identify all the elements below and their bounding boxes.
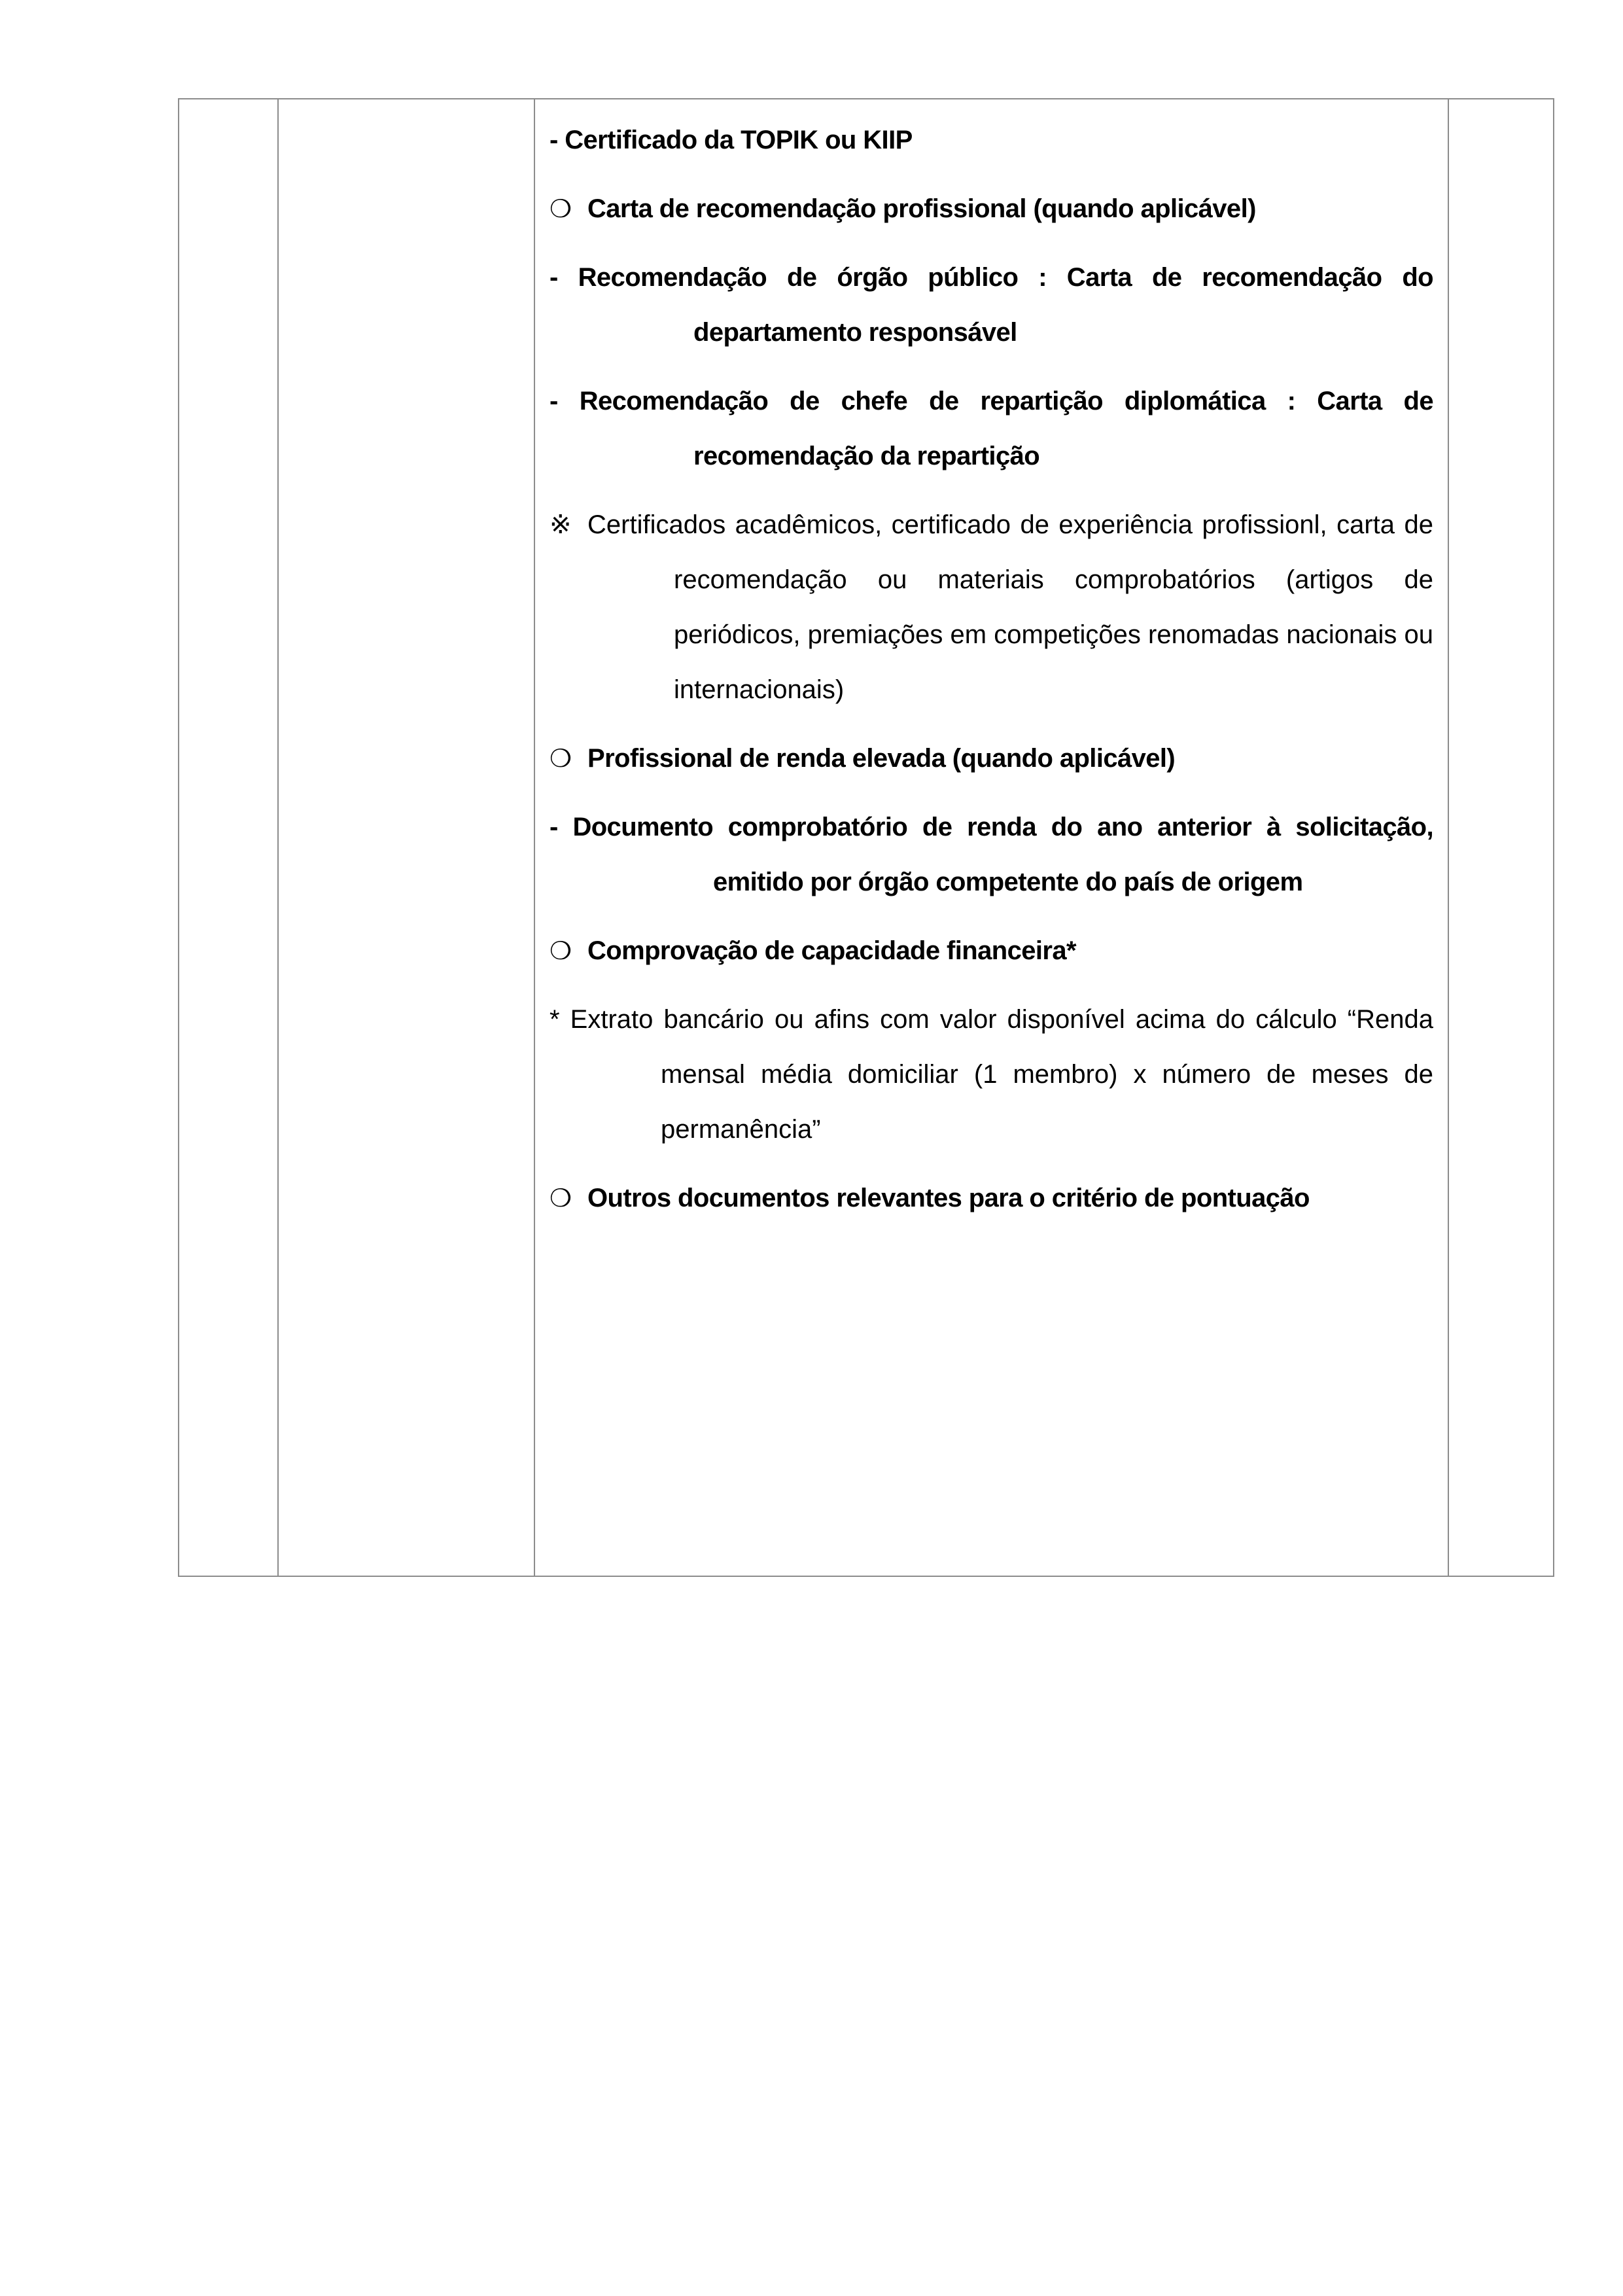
reference-mark-icon: ※ bbox=[550, 510, 572, 540]
table-cell-documents bbox=[534, 99, 1448, 1576]
section-heading-text: Profissional de renda elevada (quando aplicável) bbox=[587, 744, 1176, 773]
section-heading-text: Comprovação de capacidade financeira* bbox=[587, 936, 1076, 965]
circle-bullet-icon: ❍ bbox=[550, 744, 572, 773]
section-heading-outros bbox=[550, 1171, 1433, 1226]
note-extrato bbox=[550, 992, 1433, 1157]
list-item-text: Recomendação de órgão público : Carta de recomendação do departamento responsável bbox=[578, 263, 1434, 347]
list-item-orgao-publico bbox=[550, 250, 1433, 360]
section-heading-text: Carta de recomendação profissional (quando aplicável) bbox=[587, 194, 1256, 223]
circle-bullet-icon: ❍ bbox=[550, 1184, 572, 1212]
circle-bullet-icon: ❍ bbox=[550, 936, 572, 965]
dash-prefix: - bbox=[550, 813, 573, 841]
dash-prefix: - bbox=[550, 387, 580, 415]
table-cell-category bbox=[278, 99, 534, 1576]
requirements-table bbox=[178, 98, 1554, 1577]
asterisk-prefix: * bbox=[550, 1005, 570, 1034]
list-item-chefe-reparticao bbox=[550, 374, 1433, 484]
list-item-text: Recomendação de chefe de repartição diplomática : Carta de recomendação da repartição bbox=[579, 387, 1433, 470]
list-item-topik bbox=[550, 113, 1433, 168]
note-text: Certificados acadêmicos, certificado de experiência profissionl, carta de recomendação ou materiais comprobatórios (artigos de periódicos, premiações em competições renomadas nacionais ou internacionais) bbox=[587, 510, 1433, 704]
note-certificados bbox=[550, 497, 1433, 717]
section-heading-text: Outros documentos relevantes para o critério de pontuação bbox=[587, 1184, 1310, 1212]
table-row bbox=[179, 99, 1554, 1576]
dash-prefix: - bbox=[550, 126, 565, 154]
table-cell-remarks bbox=[1448, 99, 1554, 1576]
dash-prefix: - bbox=[550, 263, 578, 292]
documents-list bbox=[535, 99, 1448, 1226]
list-item-text: Documento comprobatório de renda do ano anterior à solicitação, emitido por órgão competente do país de origem bbox=[572, 813, 1433, 896]
section-heading-carta bbox=[550, 181, 1433, 236]
table-cell-number bbox=[179, 99, 278, 1576]
list-item-text: Certificado da TOPIK ou KIIP bbox=[565, 126, 913, 154]
circle-bullet-icon: ❍ bbox=[550, 194, 572, 223]
list-item-documento-renda bbox=[550, 800, 1433, 910]
section-heading-renda bbox=[550, 731, 1433, 786]
section-heading-capacidade bbox=[550, 923, 1433, 978]
note-text: Extrato bancário ou afins com valor disponível acima do cálculo “Renda mensal média domiciliar (1 membro) x número de meses de permanência” bbox=[570, 1005, 1433, 1144]
